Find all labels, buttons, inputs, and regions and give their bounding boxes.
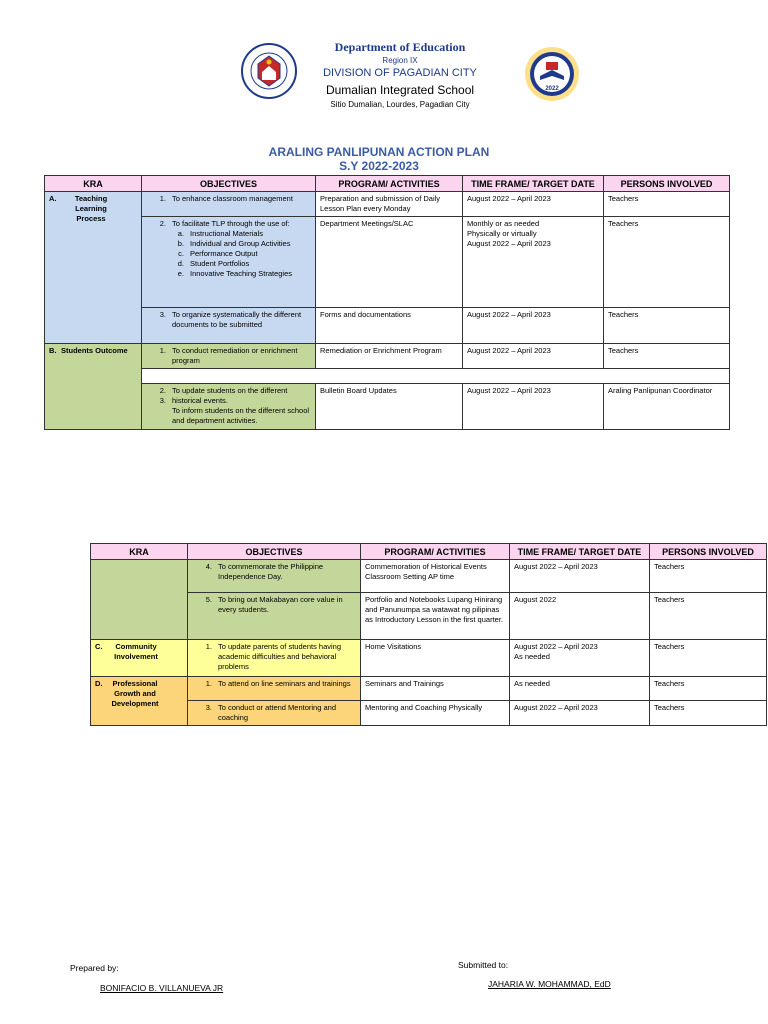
col-header-persons: PERSONS INVOLVED xyxy=(604,176,730,192)
kra-students-outcome-cont xyxy=(91,560,188,640)
objective-cell: 1. To conduct remediation or enrichment program xyxy=(142,344,316,369)
department-name: Department of Education xyxy=(334,40,466,54)
kra-teaching-learning: A. Teaching Learning Process xyxy=(45,192,142,344)
school-address: Sitio Dumalian, Lourdes, Pagadian City xyxy=(330,100,470,109)
division-name: DIVISION OF PAGADIAN CITY xyxy=(323,67,477,79)
program-cell: Remediation or Enrichment Program xyxy=(316,344,463,369)
table-row-spacer xyxy=(45,369,730,384)
persons-cell: Teachers xyxy=(650,677,767,701)
objective-cell: 1. To update parents of students having academic difficulties and behavioral problems xyxy=(188,640,361,677)
time-cell: August 2022 – April 2023 xyxy=(463,308,604,344)
time-cell: As needed xyxy=(510,677,650,701)
time-cell: August 2022 – April 2023 xyxy=(463,384,604,430)
persons-cell: Teachers xyxy=(650,560,767,593)
table-row xyxy=(45,217,730,308)
col-header-objectives: OBJECTIVES xyxy=(188,544,361,560)
program-cell: Seminars and Trainings xyxy=(361,677,510,701)
submitted-to-name: JAHARIA W. MOHAMMAD, EdD xyxy=(488,979,611,989)
col-header-program: PROGRAM/ ACTIVITIES xyxy=(316,176,463,192)
prepared-by-label: Prepared by: xyxy=(70,963,119,973)
table-header-row xyxy=(91,544,767,560)
kra-students-outcome: B. Students Outcome xyxy=(45,344,142,430)
time-cell: Monthly or as needed Physically or virtually August 2022 – April 2023 xyxy=(463,217,604,308)
table-header-row xyxy=(45,176,730,192)
objective-cell: 2. To update students on the different 3. historical events. To inform students on the different school and department activities. xyxy=(142,384,316,430)
deped-seal-icon xyxy=(240,42,298,100)
col-header-persons: PERSONS INVOLVED xyxy=(650,544,767,560)
action-plan-table-2 xyxy=(90,543,767,726)
region-name: Region IX xyxy=(382,56,418,65)
program-cell: Department Meetings/SLAC xyxy=(316,217,463,308)
persons-cell: Teachers xyxy=(650,640,767,677)
time-cell: August 2022 – April 2023 xyxy=(510,560,650,593)
objective-cell: 1. To enhance classroom management xyxy=(142,192,316,217)
program-cell: Forms and documentations xyxy=(316,308,463,344)
persons-cell: Teachers xyxy=(604,217,730,308)
program-cell: Bulletin Board Updates xyxy=(316,384,463,430)
plan-title: ARALING PANLIPUNAN ACTION PLAN xyxy=(268,145,490,159)
program-cell: Portfolio and Notebooks Lupang Hinirang and Panunumpa sa watawat ng pilipinas as Introductory Lesson in the first quarter. xyxy=(361,593,510,640)
program-cell: Home Visitations xyxy=(361,640,510,677)
time-cell: August 2022 – April 2023 As needed xyxy=(510,640,650,677)
table-row xyxy=(91,677,767,701)
persons-cell: Araling Panlipunan Coordinator xyxy=(604,384,730,430)
time-cell: August 2022 – April 2023 xyxy=(463,344,604,369)
col-header-timeframe: TIME FRAME/ TARGET DATE xyxy=(510,544,650,560)
col-header-timeframe: TIME FRAME/ TARGET DATE xyxy=(463,176,604,192)
action-plan-table-1 xyxy=(44,175,730,430)
persons-cell: Teachers xyxy=(604,308,730,344)
table-row xyxy=(91,593,767,640)
table-row xyxy=(91,701,767,726)
objective-cell: 3. To conduct or attend Mentoring and coaching xyxy=(188,701,361,726)
program-cell: Mentoring and Coaching Physically xyxy=(361,701,510,726)
col-header-kra: KRA xyxy=(91,544,188,560)
time-cell: August 2022 – April 2023 xyxy=(463,192,604,217)
kra-professional-growth: D. Professional Growth and Development xyxy=(91,677,188,726)
col-header-program: PROGRAM/ ACTIVITIES xyxy=(361,544,510,560)
persons-cell: Teachers xyxy=(650,593,767,640)
objective-cell: 2. To facilitate TLP through the use of: a. Instructional Materials b. Individual and Group Activities c. Performance Output d. Student Portfolios e. Innovative Teaching Strategies xyxy=(142,217,316,308)
col-header-objectives: OBJECTIVES xyxy=(142,176,316,192)
table-row xyxy=(45,192,730,217)
table-row xyxy=(91,560,767,593)
table-row xyxy=(45,384,730,430)
objective-cell: 5. To bring out Makabayan core value in every students. xyxy=(188,593,361,640)
submitted-to-label: Submitted to: xyxy=(458,960,509,970)
table-row xyxy=(45,308,730,344)
school-name: Dumalian Integrated School xyxy=(325,83,475,97)
school-logo-year: 2022 xyxy=(545,86,559,92)
table-row xyxy=(91,640,767,677)
program-cell: Commemoration of Historical Events Classroom Setting AP time xyxy=(361,560,510,593)
prepared-by-name: BONIFACIO B. VILLANUEVA JR xyxy=(100,983,224,993)
objective-cell: 3. To organize systematically the different documents to be submitted xyxy=(142,308,316,344)
persons-cell: Teachers xyxy=(650,701,767,726)
kra-community-involvement: C. Community Involvement xyxy=(91,640,188,677)
table-row xyxy=(45,344,730,369)
persons-cell: Teachers xyxy=(604,344,730,369)
objective-cell: 4. To commemorate the Philippine Independence Day. xyxy=(188,560,361,593)
persons-cell: Teachers xyxy=(604,192,730,217)
objective-cell: 1. To attend on line seminars and trainings xyxy=(188,677,361,701)
time-cell: August 2022 xyxy=(510,593,650,640)
school-year: S.Y 2022-2023 xyxy=(339,159,419,173)
program-cell: Preparation and submission of Daily Lesson Plan every Monday xyxy=(316,192,463,217)
school-logo-icon xyxy=(524,46,580,102)
time-cell: August 2022 – April 2023 xyxy=(510,701,650,726)
col-header-kra: KRA xyxy=(45,176,142,192)
